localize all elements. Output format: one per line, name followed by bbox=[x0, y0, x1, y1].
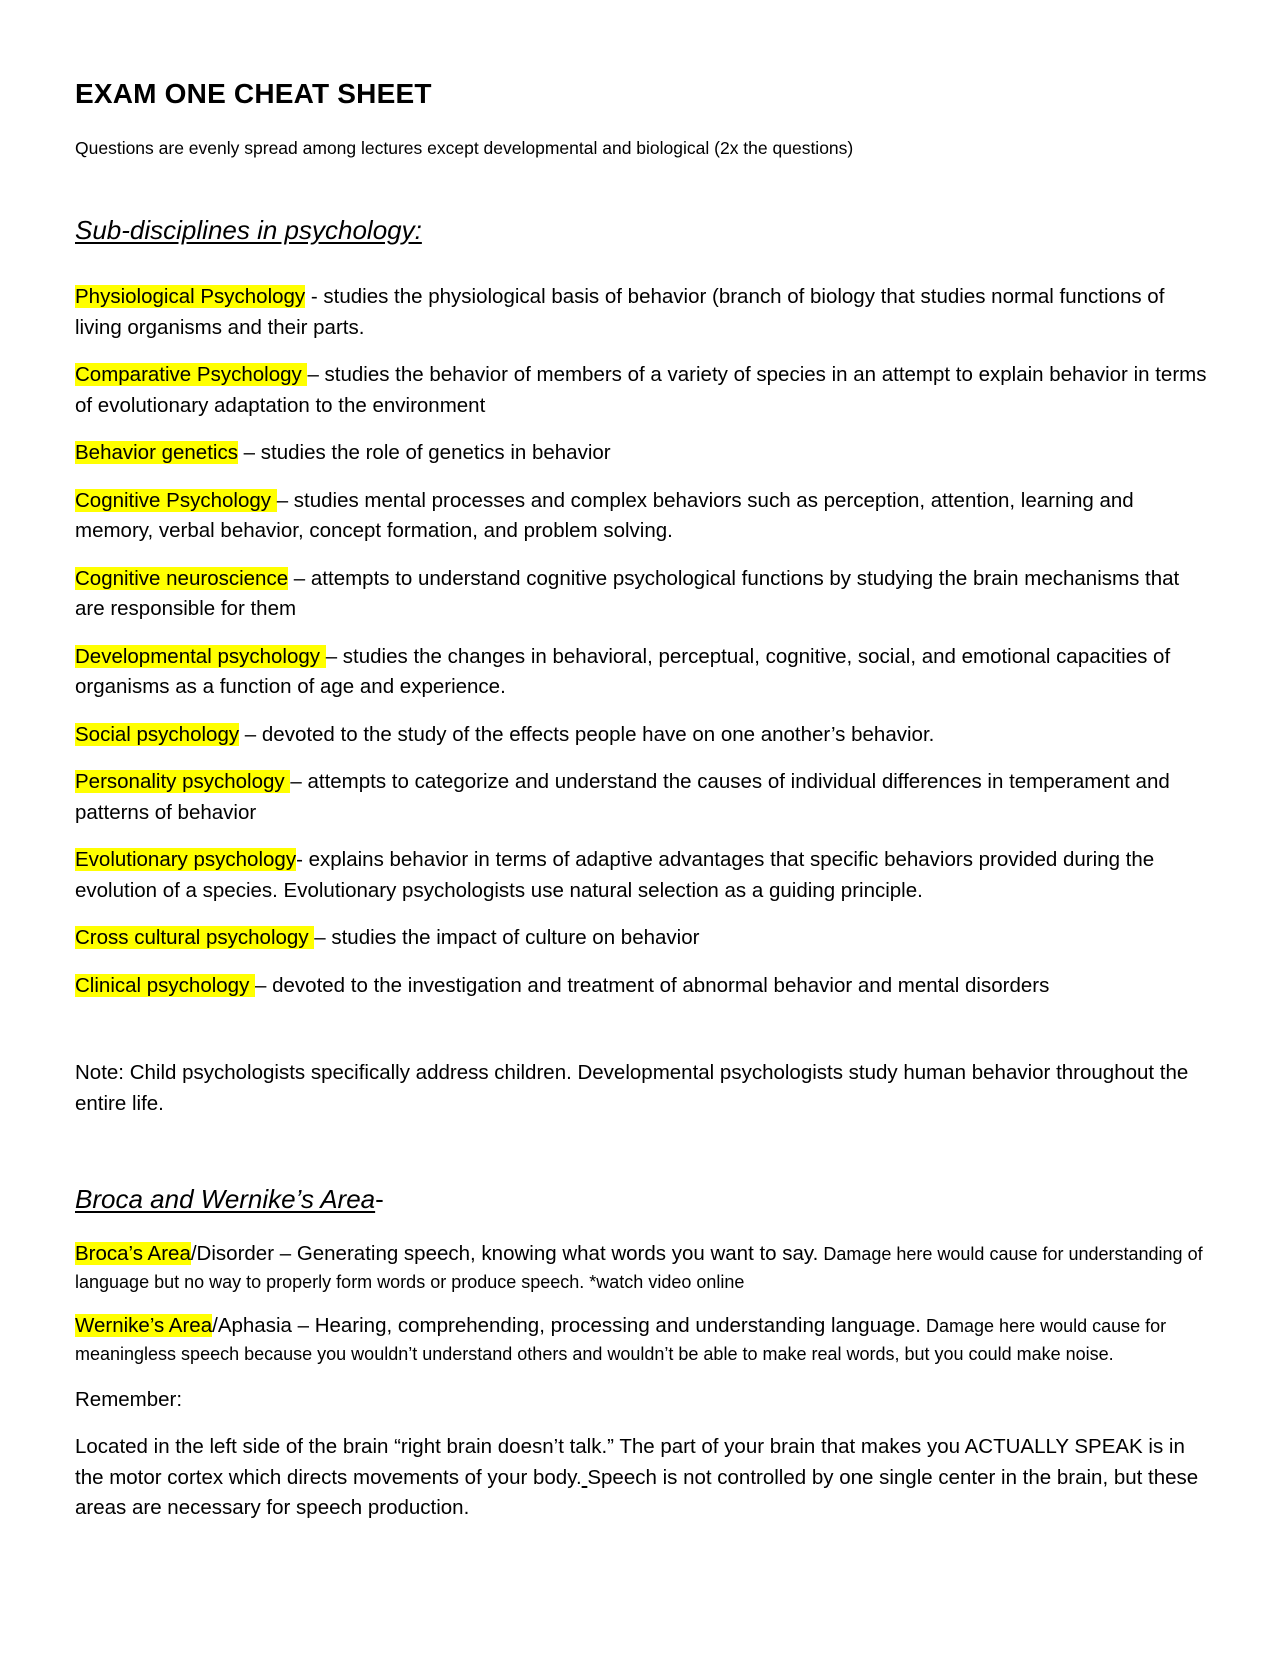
brain-area-term: Wernike’s Area bbox=[75, 1314, 213, 1337]
definition-text: – devoted to the investigation and treatment of abnormal behavior and mental disorders bbox=[255, 973, 1050, 997]
definition-term: Personality psychology bbox=[75, 770, 291, 793]
definition-text: - studies the physiological basis of behavior (branch of biology that studies normal functions of living organisms and their parts. bbox=[75, 285, 1165, 339]
definition-text: - explains behavior in terms of adaptive advantages that specific behaviors provided during the evolution of a species. Evolutionary psychologists use natural selection as a guiding principle. bbox=[75, 848, 1155, 902]
definition-term: Developmental psychology bbox=[75, 644, 326, 668]
remember-label: Remember: bbox=[75, 1388, 183, 1411]
definition-item bbox=[75, 971, 1207, 1002]
subdisciplines-heading: Sub-disciplines in psychology: bbox=[75, 215, 422, 245]
definition-item bbox=[75, 923, 1207, 954]
definition-term: Behavior genetics bbox=[75, 441, 238, 464]
closing-text-part1: Located in the left side of the brain “right brain doesn’t talk.” The part of your brain that makes you ACTUALLY SPEAK is in the motor cortex which directs movements of your body. bbox=[75, 1435, 1185, 1489]
definition-text: – attempts to understand cognitive psychological functions by studying the brain mechanisms that are responsible for them bbox=[75, 566, 1180, 620]
definition-text: – studies the changes in behavioral, perceptual, cognitive, social, and emotional capacities of organisms as a function of age and experience. bbox=[75, 644, 1171, 698]
brain-area-description: /Aphasia – Hearing, comprehending, processing and understanding language. bbox=[212, 1314, 922, 1337]
broca-wernicke-heading-text: Broca and Wernike’s Area bbox=[75, 1184, 376, 1214]
subdisciplines-list bbox=[75, 282, 1207, 1018]
brain-area-damage-note: Damage here would cause for meaningless speech because you wouldn’t understand others and wouldn’t be able to make real words, but you could make noise. bbox=[75, 1316, 1167, 1364]
note-paragraph: Note: Child psychologists specifically address children. Developmental psychologists study human behavior throughout the entire life. bbox=[75, 1061, 1189, 1115]
brain-area-description: /Disorder – Generating speech, knowing what words you want to say. bbox=[190, 1242, 819, 1265]
brain-areas-list bbox=[75, 1240, 1210, 1384]
definition-text: – studies mental processes and complex behaviors such as perception, attention, learning and memory, verbal behavior, concept formation, and problem solving. bbox=[75, 488, 1134, 542]
intro-text: Questions are evenly spread among lectures except developmental and biological (2x the questions) bbox=[75, 138, 854, 158]
broca-wernicke-heading bbox=[75, 1184, 384, 1215]
definition-text: – devoted to the study of the effects people have on one another’s behavior. bbox=[239, 722, 935, 746]
closing-paragraph bbox=[75, 1432, 1207, 1524]
definition-text: – attempts to categorize and understand the causes of individual differences in temperament and patterns of behavior bbox=[75, 770, 1170, 824]
broca-wernicke-heading-suffix: - bbox=[375, 1184, 384, 1214]
brain-area-term: Broca’s Area bbox=[75, 1242, 191, 1265]
document-title: EXAM ONE CHEAT SHEET bbox=[75, 78, 432, 109]
definition-item bbox=[75, 438, 1207, 469]
definition-item bbox=[75, 720, 1207, 751]
definition-text: – studies the behavior of members of a variety of species in an attempt to explain behavior in terms of evolutionary adaptation to the environment bbox=[75, 363, 1207, 417]
definition-term: Cognitive neuroscience bbox=[75, 566, 289, 590]
definition-term: Clinical psychology bbox=[75, 973, 256, 997]
definition-item bbox=[75, 486, 1207, 547]
definition-text: – studies the impact of culture on behavior bbox=[314, 926, 700, 949]
definition-item bbox=[75, 282, 1207, 343]
definition-item bbox=[75, 767, 1207, 828]
closing-text-part2: Speech is not controlled by one single center in the brain, but these areas are necessary for speech production. bbox=[75, 1465, 1199, 1519]
brain-area-item bbox=[75, 1240, 1210, 1296]
definition-term: Evolutionary psychology bbox=[75, 848, 297, 871]
definition-item bbox=[75, 845, 1207, 906]
definition-term: Physiological Psychology bbox=[75, 285, 306, 308]
brain-area-damage-note: Damage here would cause for understanding of language but no way to properly form words or produce speech. *watch video online bbox=[75, 1244, 1203, 1292]
definition-term: Cross cultural psychology bbox=[75, 926, 315, 949]
definition-term: Cognitive Psychology bbox=[75, 488, 277, 512]
brain-area-item bbox=[75, 1312, 1210, 1368]
definition-item bbox=[75, 564, 1207, 625]
definition-term: Social psychology bbox=[75, 722, 240, 746]
definition-item bbox=[75, 642, 1207, 703]
definition-item bbox=[75, 360, 1207, 421]
definition-term: Comparative Psychology bbox=[75, 363, 308, 386]
definition-text: – studies the role of genetics in behavior bbox=[237, 441, 611, 464]
